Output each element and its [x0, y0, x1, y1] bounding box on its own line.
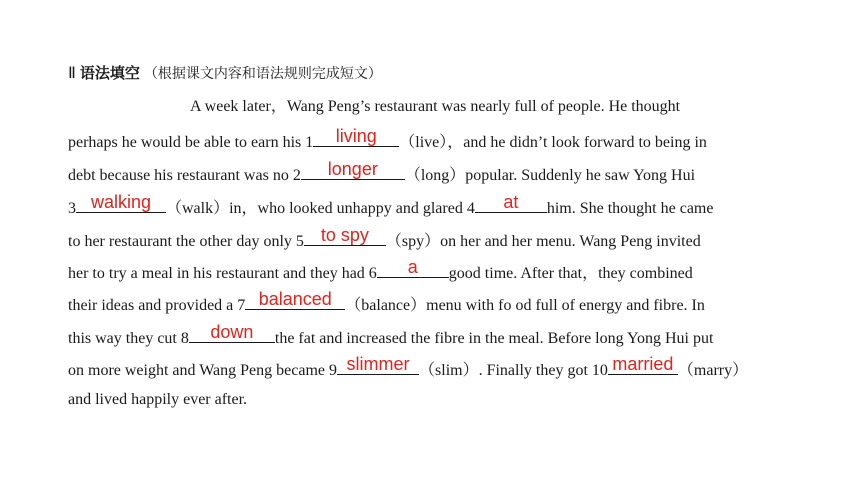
- answer-5: to spy: [320, 225, 369, 245]
- blank-7: [245, 289, 345, 310]
- section-number: Ⅱ: [68, 65, 76, 82]
- passage-text: and lived happily ever after.: [68, 391, 248, 408]
- passage-line-5: [68, 225, 828, 252]
- blank-1: [313, 126, 399, 147]
- passage-text: perhaps he would be able to earn his 1: [68, 134, 314, 151]
- passage-text: （spy）on her and her menu. Wang Peng invited: [385, 233, 701, 250]
- answer-8: down: [210, 322, 254, 342]
- answer-2: longer: [327, 159, 378, 179]
- passage-line-2: [68, 126, 828, 153]
- passage-line-7: [68, 289, 828, 316]
- answer-6: a: [407, 257, 418, 277]
- passage-text: on more weight and Wang Peng became 9: [68, 362, 338, 379]
- passage-line-4: [68, 192, 828, 219]
- passage-line-8: [68, 322, 828, 349]
- passage-text: （long）popular. Suddenly he saw Yong Hui: [404, 167, 696, 184]
- passage-line-9: [68, 354, 828, 381]
- blank-10: [608, 354, 678, 375]
- blank-6: [377, 257, 449, 278]
- passage-text: to her restaurant the other day only 5: [68, 233, 304, 250]
- passage-text: their ideas and provided a 7: [68, 297, 246, 314]
- passage-text: good time. After that，they combined: [448, 265, 693, 282]
- answer-9: slimmer: [346, 354, 410, 374]
- passage-text: this way they cut 8: [68, 330, 189, 347]
- blank-9: [337, 354, 419, 375]
- passage-text: him. She thought he came: [546, 200, 714, 217]
- section-title: 语法填空: [79, 64, 140, 82]
- passage-text: debt because his restaurant was no 2: [68, 167, 301, 184]
- blank-5: [304, 225, 386, 246]
- answer-4: at: [503, 192, 519, 212]
- exercise-heading: [68, 62, 382, 83]
- passage-text: A week later，Wang Peng’s restaurant was nearly full of people. He thought: [190, 98, 681, 115]
- passage-line-1: [68, 97, 830, 117]
- passage-text: （slim）. Finally they got 10: [419, 362, 608, 379]
- passage-text: （balance）menu with fo od full of energy and fibre. In: [345, 297, 705, 314]
- section-instructions: （根据课文内容和语法规则完成短文）: [143, 66, 382, 82]
- passage-line-3: [68, 159, 828, 186]
- passage-text: the fat and increased the fibre in the meal. Before long Yong Hui put: [274, 330, 714, 347]
- passage-text: 3: [68, 200, 76, 217]
- blank-8: [189, 322, 275, 343]
- passage-text: （walk）in，who looked unhappy and glared 4: [166, 200, 475, 217]
- passage-text: （marry）: [677, 362, 749, 379]
- blank-3: [76, 192, 166, 213]
- passage-text: her to try a meal in his restaurant and they had 6: [68, 265, 377, 282]
- answer-1: living: [335, 126, 377, 146]
- passage-line-6: [68, 257, 828, 284]
- answer-7: balanced: [258, 289, 332, 309]
- blank-2: [301, 159, 405, 180]
- passage-text: （live），and he didn’t look forward to being in: [399, 134, 707, 151]
- answer-10: married: [612, 354, 674, 374]
- answer-3: walking: [90, 192, 152, 212]
- blank-4: [475, 192, 547, 213]
- passage-line-10: [68, 390, 828, 410]
